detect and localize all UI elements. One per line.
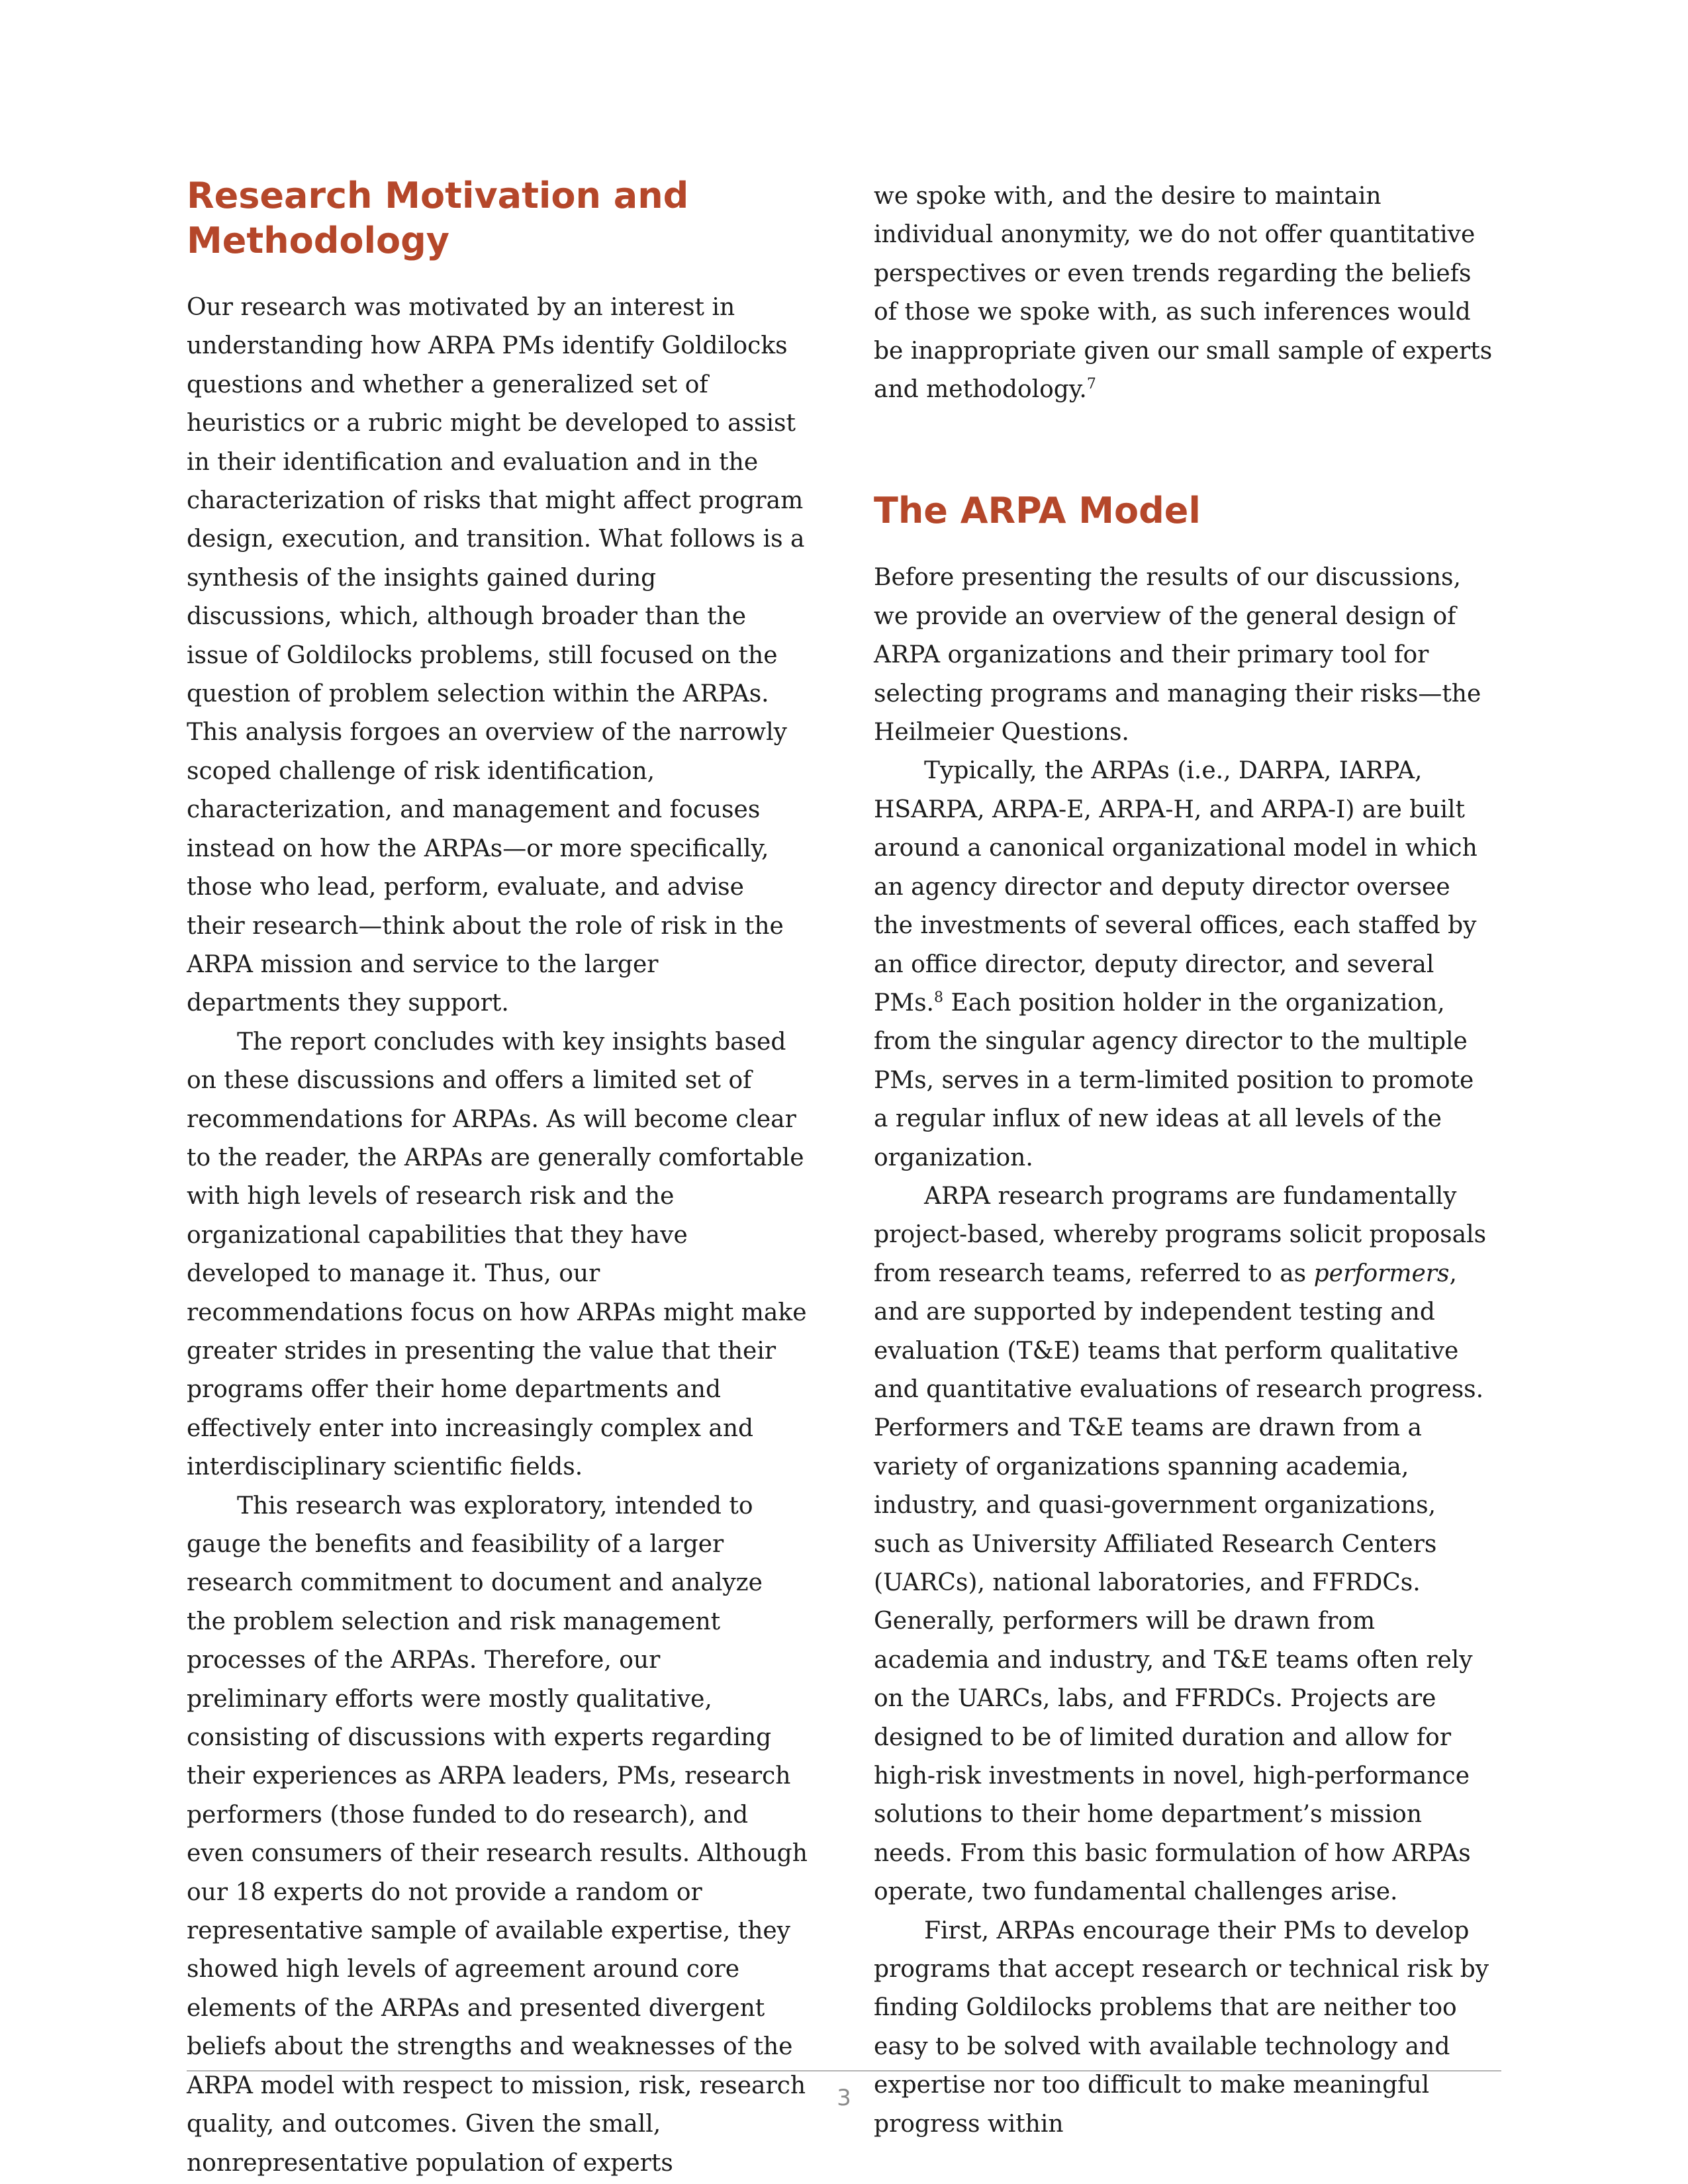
paragraph-text: , and are supported by independent testing and evaluation (T&E) teams that perform qualitative and quantitative evaluations of research progress. Performers and T&E teams are drawn from a variety of organizations spanning academia, industry, and quasi-government organizations, such as University Affiliated Research Centers (UARCs), national laboratories, and FFRDCs. Generally, performers will be drawn from academia and industry, and T&E teams often rely on the UARCs, labs, and FFRDCs. Projects are designed to be of limited duration and allow for high-risk investments in novel, high-performance solutions to their home department’s mission needs. From this basic formulation of how ARPAs operate, two fundamental challenges arise. <box>874 1259 1484 1906</box>
paragraph: Our research was motivated by an interest in understanding how ARPA PMs identify Goldilocks questions and whether a generalized set of heuristics or a rubric might be developed to assist in their identification and evaluation and in the characterization of risks that might affect program design, execution, and transition. What follows is a synthesis of the insights gained during discussions, which, although broader than the issue of Goldilocks problems, still focused on the question of problem selection within the ARPAs. This analysis forgoes an overview of the narrowly scoped challenge of risk identification, characterization, and management and focuses instead on how the ARPAs—or more specifically, those who lead, perform, evaluate, and advise their research—think about the role of risk in the ARPA mission and service to the larger departments they support. <box>187 294 805 1017</box>
paragraph: Before presenting the results of our discussions, we provide an overview of the general design of ARPA organizations and their primary tool for selecting programs and managing their risks—the Heilmeier Questions. <box>874 564 1481 747</box>
footer-divider <box>187 2070 1501 2071</box>
paragraph-text: Each position holder in the organization, from the singular agency director to the multiple PMs, serves in a term-limited position to promote a regular influx of new ideas at all levels of the organization. <box>874 989 1474 1171</box>
left-column <box>187 173 808 2183</box>
footnote-ref-8[interactable]: 8 <box>934 989 944 1006</box>
paragraph: This research was exploratory, intended to gauge the benefits and feasibility of a larger research commitment to document and analyze the problem selection and risk management processes of the ARPAs. Therefore, our preliminary efforts were mostly qualitative, consisting of discussions with experts regarding their experiences as ARPA leaders, PMs, research performers (those funded to do research), and even consumers of their research results. Although our 18 experts do not provide a random or representative sample of available expertise, they showed high levels of agreement around core elements of the ARPAs and presented divergent beliefs about the strengths and weaknesses of the ARPA model with respect to mission, risk, research quality, and outcomes. Given the small, nonrepresentative population of experts <box>187 1492 808 2177</box>
paragraph: The report concludes with key insights based on these discussions and offers a limited set of recommendations for ARPAs. As will become clear to the reader, the ARPAs are generally comfortable with high levels of research risk and the organizational capabilities that they have developed to manage it. Thus, our recommendations focus on how ARPAs might make greater strides in presenting the value that their programs offer their home departments and effectively enter into increasingly complex and interdisciplinary scientific fields. <box>187 1028 807 1481</box>
paragraph-text: we spoke with, and the desire to maintain individual anonymity, we do not offer quantitative perspectives or even trends regarding the beliefs of those we spoke with, as such inferences would be inappropriate given our small sample of experts and methodology. <box>874 183 1493 404</box>
page-number: 3 <box>837 2085 851 2111</box>
section-heading-research-motivation: Research Motivation and Methodology <box>187 175 689 261</box>
paragraph <box>874 1177 1495 1912</box>
paragraph-text: ARPA research programs are fundamentally project-based, whereby programs solicit proposals from research teams, referred to as <box>874 1182 1487 1287</box>
emphasis-performers: performers <box>1313 1259 1450 1287</box>
section-heading-arpa-model: The ARPA Model <box>874 490 1201 532</box>
paragraph-text: Typically, the ARPAs (i.e., DARPA, IARPA, HSARPA, ARPA-E, ARPA-H, and ARPA-I) are built around a canonical organizational model in which an agency director and deputy director oversee the investments of several offices, each staffed by an office director, deputy director, and several PMs. <box>874 757 1477 1017</box>
paragraph: First, ARPAs encourage their PMs to develop programs that accept research or technical risk by finding Goldilocks problems that are neither too easy to be solved with available technology and expertise nor too difficult to make meaningful progress within <box>874 1917 1489 2138</box>
paragraph <box>874 177 1495 409</box>
footnote-ref-7[interactable]: 7 <box>1086 376 1096 393</box>
right-column <box>874 177 1495 2144</box>
paragraph <box>874 752 1495 1177</box>
